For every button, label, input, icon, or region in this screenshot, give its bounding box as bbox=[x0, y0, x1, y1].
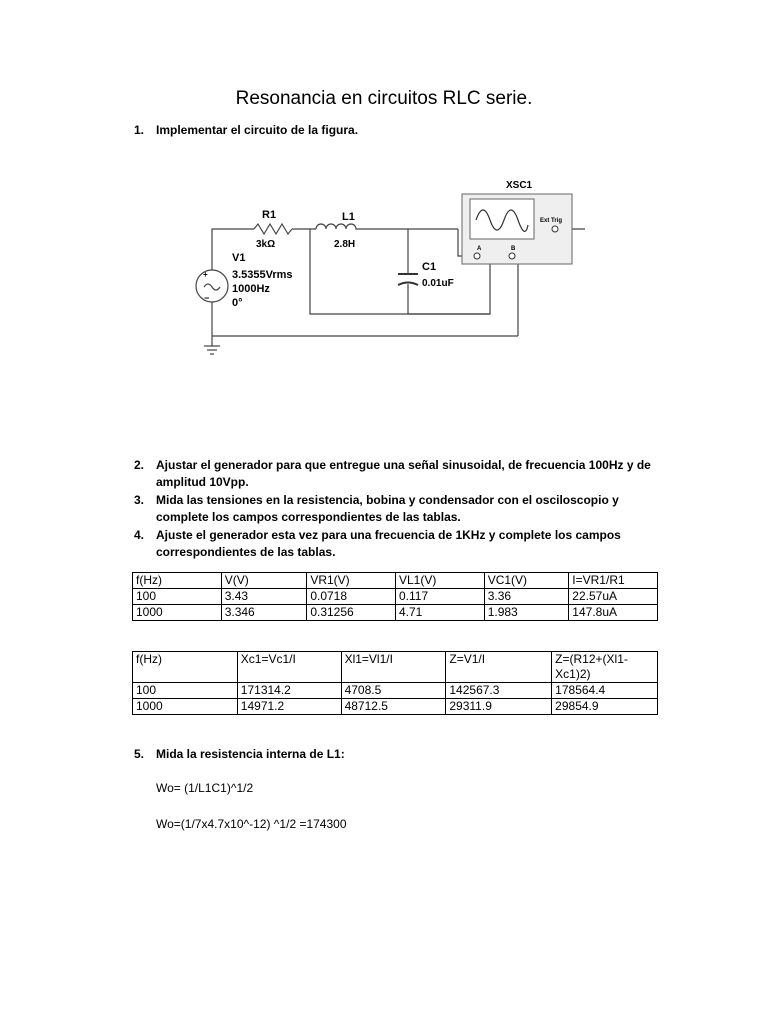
step-5 bbox=[134, 746, 674, 763]
table-cell: 22.57uA bbox=[569, 589, 658, 605]
r1-value: 3kΩ bbox=[256, 239, 276, 250]
table-header-cell: Z=V1/I bbox=[446, 652, 552, 683]
step-number: 4. bbox=[134, 528, 145, 542]
table-cell: 0.117 bbox=[396, 589, 485, 605]
c1-value: 0.01uF bbox=[422, 278, 454, 289]
table-cell: 14971.2 bbox=[237, 699, 341, 715]
table-header-cell: f(Hz) bbox=[133, 573, 222, 589]
table-cell: 29311.9 bbox=[446, 699, 552, 715]
table-header-cell: Xc1=Vc1/I bbox=[237, 652, 341, 683]
formula-wo-result: Wo=(1/7x4.7x10^-12) ^1/2 =174300 bbox=[156, 817, 347, 831]
table-cell: 178564.4 bbox=[552, 683, 658, 699]
ac-source-icon bbox=[196, 270, 228, 302]
formula-wo: Wo= (1/L1C1)^1/2 bbox=[156, 781, 254, 795]
step-text: Mida la resistencia interna de L1: bbox=[156, 747, 345, 761]
oscilloscope-icon bbox=[462, 180, 572, 264]
table-cell: 142567.3 bbox=[446, 683, 552, 699]
capacitor-icon bbox=[398, 274, 418, 285]
step-number: 1. bbox=[134, 123, 145, 137]
table-header-cell: f(Hz) bbox=[133, 652, 238, 683]
v1-name: V1 bbox=[232, 252, 246, 264]
v1-phase: 0° bbox=[232, 297, 243, 309]
table-header-cell: V(V) bbox=[221, 573, 307, 589]
channel-b-label: B bbox=[511, 246, 516, 252]
table-cell: 147.8uA bbox=[569, 605, 658, 621]
page-title: Resonancia en circuitos RLC serie. bbox=[235, 88, 533, 109]
l1-value: 2.8H bbox=[334, 239, 356, 250]
channel-a-label: A bbox=[477, 246, 482, 252]
impedance-table bbox=[132, 651, 658, 715]
step-text: Mida las tensiones en la resistencia, bobina y condensador con el osciloscopio y complete los campos correspondientes de las tablas. bbox=[156, 493, 619, 524]
step-text: Ajuste el generador esta vez para una frecuencia de 1KHz y complete los campos correspondientes de las tablas. bbox=[156, 528, 621, 559]
table-cell: 48712.5 bbox=[341, 699, 446, 715]
table-header-cell: Xl1=Vl1/I bbox=[341, 652, 446, 683]
table-header-row bbox=[133, 652, 658, 683]
source-minus: − bbox=[204, 293, 210, 303]
table-header-cell: VL1(V) bbox=[396, 573, 485, 589]
v1-frequency: 1000Hz bbox=[232, 283, 270, 295]
step-4 bbox=[134, 527, 674, 561]
source-plus: + bbox=[203, 270, 208, 279]
inductor-icon bbox=[316, 224, 358, 229]
step-3 bbox=[134, 492, 674, 526]
table-cell: 4.71 bbox=[396, 605, 485, 621]
table-cell: 3.346 bbox=[221, 605, 307, 621]
ground-icon bbox=[204, 346, 220, 354]
table-header-cell: I=VR1/R1 bbox=[569, 573, 658, 589]
table-row bbox=[133, 699, 658, 715]
table-cell: 100 bbox=[133, 683, 238, 699]
step-2 bbox=[134, 457, 674, 491]
table-cell: 1000 bbox=[133, 699, 238, 715]
table-cell: 1000 bbox=[133, 605, 222, 621]
table-cell: 0.0718 bbox=[307, 589, 396, 605]
table-cell: 3.43 bbox=[221, 589, 307, 605]
scope-ext-trig: Ext Trig bbox=[540, 218, 563, 224]
r1-name: R1 bbox=[262, 209, 277, 221]
step-number: 3. bbox=[134, 493, 145, 507]
step-1 bbox=[134, 122, 674, 139]
table-cell: 0.31256 bbox=[307, 605, 396, 621]
circuit-diagram bbox=[190, 170, 590, 370]
table-cell: 4708.5 bbox=[341, 683, 446, 699]
l1-name: L1 bbox=[342, 211, 355, 223]
table-header-cell: Z=(R12+(Xl1-Xc1)2) bbox=[552, 652, 658, 683]
table-cell: 3.36 bbox=[484, 589, 569, 605]
table-row bbox=[133, 683, 658, 699]
step-text: Implementar el circuito de la figura. bbox=[156, 123, 359, 137]
table-cell: 100 bbox=[133, 589, 222, 605]
step-number: 2. bbox=[134, 458, 145, 472]
c1-name: C1 bbox=[422, 261, 437, 273]
table-header-cell: VC1(V) bbox=[484, 573, 569, 589]
table-header-row bbox=[133, 573, 658, 589]
step-number: 5. bbox=[134, 747, 145, 761]
table-cell: 29854.9 bbox=[552, 699, 658, 715]
measurements-table bbox=[132, 572, 658, 621]
step-text: Ajustar el generador para que entregue una señal sinusoidal, de frecuencia 100Hz y de amplitud 10Vpp. bbox=[156, 458, 651, 489]
scope-name: XSC1 bbox=[506, 180, 533, 191]
resistor-icon bbox=[254, 224, 292, 234]
table-header-cell: VR1(V) bbox=[307, 573, 396, 589]
table-cell: 171314.2 bbox=[237, 683, 341, 699]
table-cell: 1.983 bbox=[484, 605, 569, 621]
v1-amplitude: 3.5355Vrms bbox=[232, 269, 293, 281]
table-row bbox=[133, 589, 658, 605]
table-row bbox=[133, 605, 658, 621]
